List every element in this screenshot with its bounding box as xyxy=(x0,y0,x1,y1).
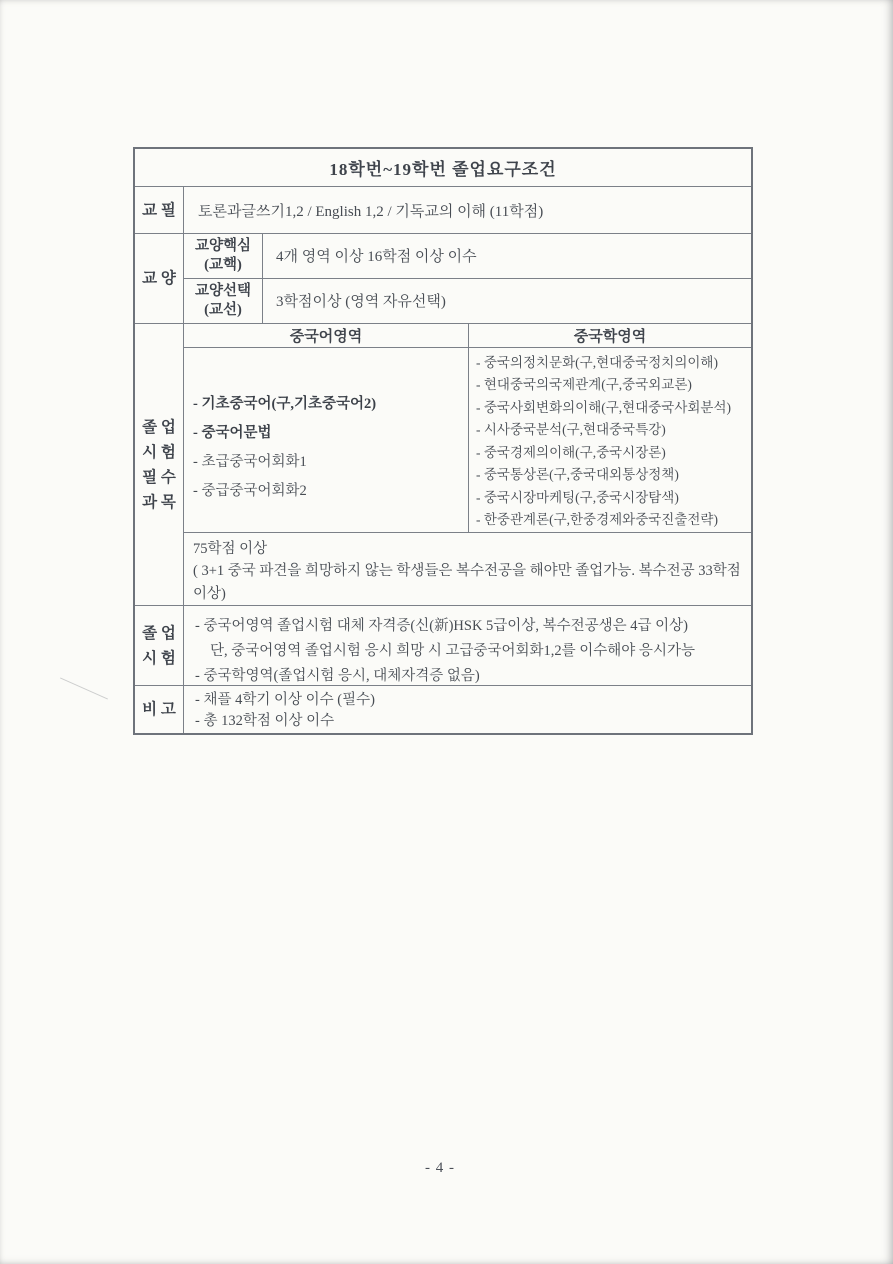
list-item: - 시사중국분석(구,현대중국특강) xyxy=(476,422,666,437)
graduation-exam-label xyxy=(135,606,184,685)
gyoyang-core-subrow xyxy=(184,234,751,279)
row-graduation-exam xyxy=(135,606,751,686)
graduation-exam-line3: - 중국학영역(졸업시험 응시, 대체자격증 없음) xyxy=(195,668,480,684)
exam-courses-label-line4: 과 목 xyxy=(142,493,176,511)
list-item: - 중국경제의이해(구,중국시장론) xyxy=(476,444,666,460)
exam-courses-content xyxy=(184,324,751,605)
remarks-label: 비 고 xyxy=(135,686,184,733)
exam-courses-label-line1: 졸 업 xyxy=(142,418,176,436)
gyoyang-core-label xyxy=(184,234,263,278)
remarks-content xyxy=(184,686,751,733)
exam-courses-label-line2: 시 험 xyxy=(142,443,176,461)
scan-artifact xyxy=(60,677,108,699)
remarks-line1: - 채플 4학기 이상 이수 (필수) xyxy=(195,692,375,708)
list-item: - 중국사회변화의이해(구,현대중국사회분석) xyxy=(476,399,731,415)
page-number: - 4 - xyxy=(425,1160,455,1176)
list-item: - 중급중국어회화2 xyxy=(193,482,307,499)
credit-note-line2: ( 3+1 중국 파견을 희망하지 않는 학생들은 복수전공을 해야만 졸업가능. 복수전공 33학점이상) xyxy=(193,563,741,602)
row-gyoyang-content xyxy=(184,234,751,323)
gyoyang-elective-content: 3학점이상 (영역 자유선택) xyxy=(276,294,446,311)
gyoyang-core-content: 4개 영역 이상 16학점 이상 이수 xyxy=(276,249,477,266)
row-remarks xyxy=(135,686,751,733)
list-item: - 현대중국의국제관계(구,중국외교론) xyxy=(476,377,692,392)
exam-courses-column-headers xyxy=(184,324,751,348)
gyoyang-elective-label xyxy=(184,279,263,324)
chinese-studies-course-list xyxy=(469,348,751,532)
list-item: - 한중관계론(구,한중경제와중국진출전략) xyxy=(476,512,718,527)
gyoyang-elective-label-line2: (교선) xyxy=(204,301,242,318)
row-gyopil-content: 토론과글쓰기1,2 / English 1,2 / 기독교의 이해 (11학점) xyxy=(198,203,544,220)
table-title-row xyxy=(135,149,751,187)
chinese-language-course-list xyxy=(184,348,469,532)
graduation-exam-label-line2: 시 험 xyxy=(142,649,176,667)
graduation-exam-label-line1: 졸 업 xyxy=(142,624,176,642)
remarks-line2: - 총 132학점 이상 이수 xyxy=(195,713,335,729)
exam-courses-label xyxy=(135,324,184,605)
gyoyang-elective-label-line1: 교양선택 xyxy=(194,282,252,299)
table-title: 18학번~19학번 졸업요구조건 xyxy=(329,160,557,179)
exam-courses-label-line3: 필 수 xyxy=(142,468,176,486)
exam-courses-lists xyxy=(184,348,751,533)
list-item: - 중국어문법 xyxy=(193,424,272,441)
credit-note-line1: 75학점 이상 xyxy=(193,540,268,557)
chinese-studies-column-header: 중국학영역 xyxy=(573,328,647,345)
list-item: - 중국통상론(구,중국대외통상정책) xyxy=(476,467,679,482)
row-gyopil xyxy=(135,187,751,234)
graduation-exam-line2: 단, 중국어영역 졸업시험 응시 희망 시 고급중국어회화1,2를 이수해야 응시가능 xyxy=(210,643,695,659)
list-item: - 중국시장마케팅(구,중국시장탐색) xyxy=(476,489,679,505)
row-gyoyang-label: 교 양 xyxy=(135,234,184,323)
list-item: - 중국의정치문화(구,현대중국정치의이해) xyxy=(476,354,718,370)
gyoyang-core-label-line1: 교양핵심 xyxy=(194,237,252,254)
graduation-exam-content xyxy=(184,606,751,685)
gyoyang-elective-subrow xyxy=(184,279,751,324)
row-gyopil-label: 교 필 xyxy=(135,187,184,233)
graduation-requirements-table xyxy=(133,147,753,735)
graduation-exam-line1: - 중국어영역 졸업시험 대체 자격증(신(新)HSK 5급이상, 복수전공생은 4급 이상) xyxy=(195,618,688,634)
credit-requirement-note xyxy=(184,533,751,606)
chinese-language-column-header: 중국어영역 xyxy=(184,324,469,347)
row-gyoyang xyxy=(135,234,751,324)
list-item: - 초급중국어회화1 xyxy=(193,453,307,470)
row-exam-required-courses xyxy=(135,324,751,606)
gyoyang-core-label-line2: (교핵) xyxy=(204,256,242,273)
list-item: - 기초중국어(구,기초중국어2) xyxy=(193,395,377,412)
